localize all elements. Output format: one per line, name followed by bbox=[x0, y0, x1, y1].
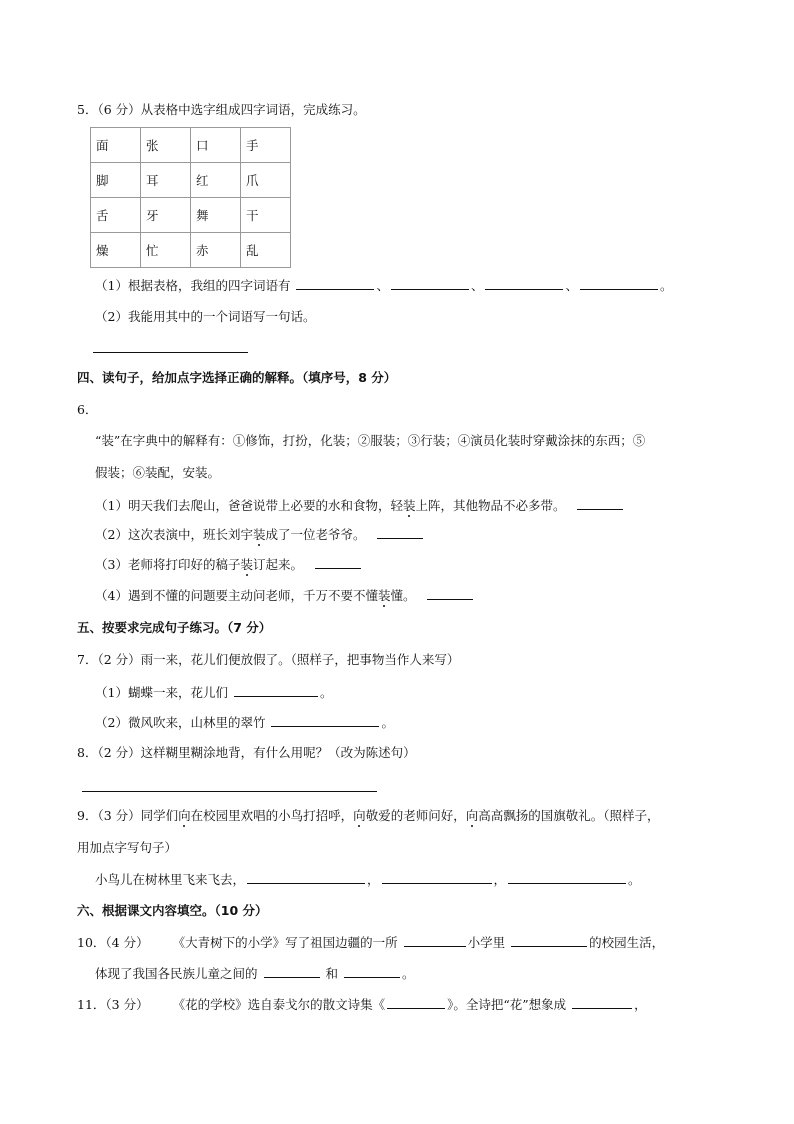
period: 。 bbox=[628, 872, 641, 887]
q11-line1 bbox=[77, 996, 647, 1013]
q5-sub2: （2）我能用其中的一个词语写一句话。 bbox=[95, 309, 316, 324]
period: 。 bbox=[401, 966, 415, 981]
q7-sub1 bbox=[95, 684, 332, 701]
sentence-text: （1）明天我们去爬山，爸爸说带上必要的水和食物，轻 bbox=[95, 498, 403, 513]
answer-blank[interactable] bbox=[344, 965, 400, 978]
sentence-text: 体现了我国各民族儿童之间的 bbox=[95, 966, 258, 981]
character-grid bbox=[90, 127, 291, 268]
answer-blank[interactable] bbox=[296, 277, 374, 290]
q6-sentence-4 bbox=[95, 587, 475, 604]
answer-blank[interactable] bbox=[404, 934, 466, 947]
sentence-text: 上阵，其他物品不必多带。 bbox=[415, 498, 566, 513]
section-6-title: 六、根据课文内容填空。（10 分） bbox=[77, 903, 268, 918]
grid-cell: 舞 bbox=[191, 198, 241, 233]
q5-sub1-text: （1）根据表格，我组的四字词语有 bbox=[95, 278, 291, 293]
answer-blank[interactable] bbox=[387, 996, 445, 1009]
grid-cell: 舌 bbox=[91, 198, 141, 233]
q7-stem: 7．（2 分）雨一来，花儿们便放假了。（照样子，把事物当作人来写） bbox=[77, 652, 460, 667]
sentence-text: 敬爱的老师问好， bbox=[365, 808, 466, 823]
dotted-char: 向 bbox=[465, 808, 479, 823]
answer-blank[interactable] bbox=[580, 277, 658, 290]
question-number: 10．（4 分） bbox=[77, 935, 149, 950]
answer-blank[interactable] bbox=[247, 871, 365, 884]
q6-number: 6． bbox=[77, 402, 98, 417]
separator: 、 bbox=[376, 278, 389, 293]
q6-definition-line1: “装”在字典中的解释有：①修饰，打扮，化装；②服装；③行装；④演员化装时穿戴涂抹的东西；⑤ bbox=[95, 433, 646, 448]
sentence-text: 《大青树下的小学》写了祖国边疆的一所 bbox=[172, 935, 398, 950]
sentence-text: （3）老师将打印好的稿子 bbox=[95, 557, 241, 572]
grid-cell: 红 bbox=[191, 163, 241, 198]
grid-cell: 牙 bbox=[141, 198, 191, 233]
answer-blank[interactable] bbox=[427, 587, 473, 600]
answer-blank[interactable] bbox=[508, 871, 626, 884]
grid-cell: 赤 bbox=[191, 233, 241, 268]
dotted-char: 装 bbox=[402, 498, 416, 513]
grid-cell: 耳 bbox=[141, 163, 191, 198]
comma: ， bbox=[493, 872, 507, 887]
q8-stem: 8．（2 分）这样糊里糊涂地背，有什么用呢？（改为陈述句） bbox=[77, 745, 416, 760]
grid-cell: 手 bbox=[241, 128, 291, 163]
grid-cell: 爪 bbox=[241, 163, 291, 198]
q5-stem: 5．（6 分）从表格中选字组成四字词语，完成练习。 bbox=[77, 102, 366, 117]
answer-blank[interactable] bbox=[572, 996, 632, 1009]
comma: ， bbox=[634, 997, 647, 1012]
grid-cell: 张 bbox=[141, 128, 191, 163]
sentence-text: （2）这次表演中，班长刘宇 bbox=[95, 527, 253, 542]
answer-blank[interactable] bbox=[315, 556, 361, 569]
q6-sentence-1 bbox=[95, 497, 625, 514]
q6-sentence-3 bbox=[95, 556, 363, 573]
dotted-char: 向 bbox=[353, 808, 366, 823]
separator: 、 bbox=[470, 278, 484, 293]
answer-blank[interactable] bbox=[264, 965, 320, 978]
period: 。 bbox=[381, 715, 394, 730]
question-number: 11．（3 分） bbox=[77, 997, 149, 1012]
q9-answer-line bbox=[95, 871, 641, 888]
grid-cell: 燥 bbox=[91, 233, 141, 268]
sentence-text: 的校园生活， bbox=[589, 935, 665, 950]
answer-blank[interactable] bbox=[391, 277, 469, 290]
dotted-char: 向 bbox=[178, 808, 191, 823]
section-5-title: 五、按要求完成句子练习。（7 分） bbox=[77, 620, 272, 635]
sentence-text: 》。全诗把“花”想象成 bbox=[447, 997, 567, 1012]
answer-blank[interactable] bbox=[377, 526, 423, 539]
answer-blank[interactable] bbox=[382, 871, 492, 884]
q6-sentence-2 bbox=[95, 526, 425, 543]
answer-blank[interactable] bbox=[511, 934, 587, 947]
q6-definition-line2: 假装；⑥装配，安装。 bbox=[95, 465, 221, 480]
answer-line[interactable] bbox=[82, 791, 377, 792]
q9-stem-line2: 用加点字写句子） bbox=[77, 840, 178, 855]
dotted-char: 装 bbox=[252, 527, 266, 542]
sentence-text: 在校园里欢唱的小鸟打招呼， bbox=[190, 808, 354, 823]
answer-blank[interactable] bbox=[234, 684, 318, 697]
section-4-title: 四、读句子，给加点字选择正确的解释。（填序号，8 分） bbox=[77, 370, 397, 385]
sentence-text: 和 bbox=[325, 966, 338, 981]
dotted-char: 装 bbox=[377, 588, 391, 603]
grid-cell: 乱 bbox=[241, 233, 291, 268]
answer-line[interactable] bbox=[93, 352, 248, 353]
sentence-text: 高高飘扬的国旗敬礼。（照样子， bbox=[478, 808, 660, 823]
sentence-text: 9．（3 分）同学们 bbox=[77, 808, 179, 823]
dotted-char: 装 bbox=[240, 557, 253, 572]
sentence-text: 《花的学校》选自泰戈尔的散文诗集《 bbox=[172, 997, 386, 1012]
answer-blank[interactable] bbox=[271, 714, 379, 727]
grid-cell: 面 bbox=[91, 128, 141, 163]
period: 。 bbox=[319, 685, 333, 700]
sentence-text: （4）遇到不懂的问题要主动问老师，千万不要不懂 bbox=[95, 588, 378, 603]
sentence-text: 小学里 bbox=[467, 935, 506, 950]
sentence-text: 懂。 bbox=[390, 588, 416, 603]
answer-blank[interactable] bbox=[485, 277, 563, 290]
sentence-text: 小鸟儿在树林里飞来飞去， bbox=[95, 872, 246, 887]
q10-line2 bbox=[95, 965, 415, 982]
sentence-text: （1）蝴蝶一来，花儿们 bbox=[95, 685, 228, 700]
separator: 、 bbox=[565, 278, 578, 293]
grid-cell: 忙 bbox=[141, 233, 191, 268]
grid-cell: 干 bbox=[241, 198, 291, 233]
answer-blank[interactable] bbox=[577, 497, 623, 510]
q10-line1 bbox=[77, 934, 664, 951]
sentence-text: 成了一位老爷爷。 bbox=[265, 527, 366, 542]
grid-cell: 口 bbox=[191, 128, 241, 163]
period: 。 bbox=[660, 278, 673, 293]
comma: ， bbox=[367, 872, 380, 887]
grid-cell: 脚 bbox=[91, 163, 141, 198]
q5-sub1 bbox=[95, 277, 673, 294]
q7-sub2 bbox=[95, 714, 394, 731]
q9-stem-line1 bbox=[77, 808, 659, 824]
sentence-text: （2）微风吹来，山林里的翠竹 bbox=[95, 715, 266, 730]
sentence-text: 订起来。 bbox=[252, 557, 303, 572]
